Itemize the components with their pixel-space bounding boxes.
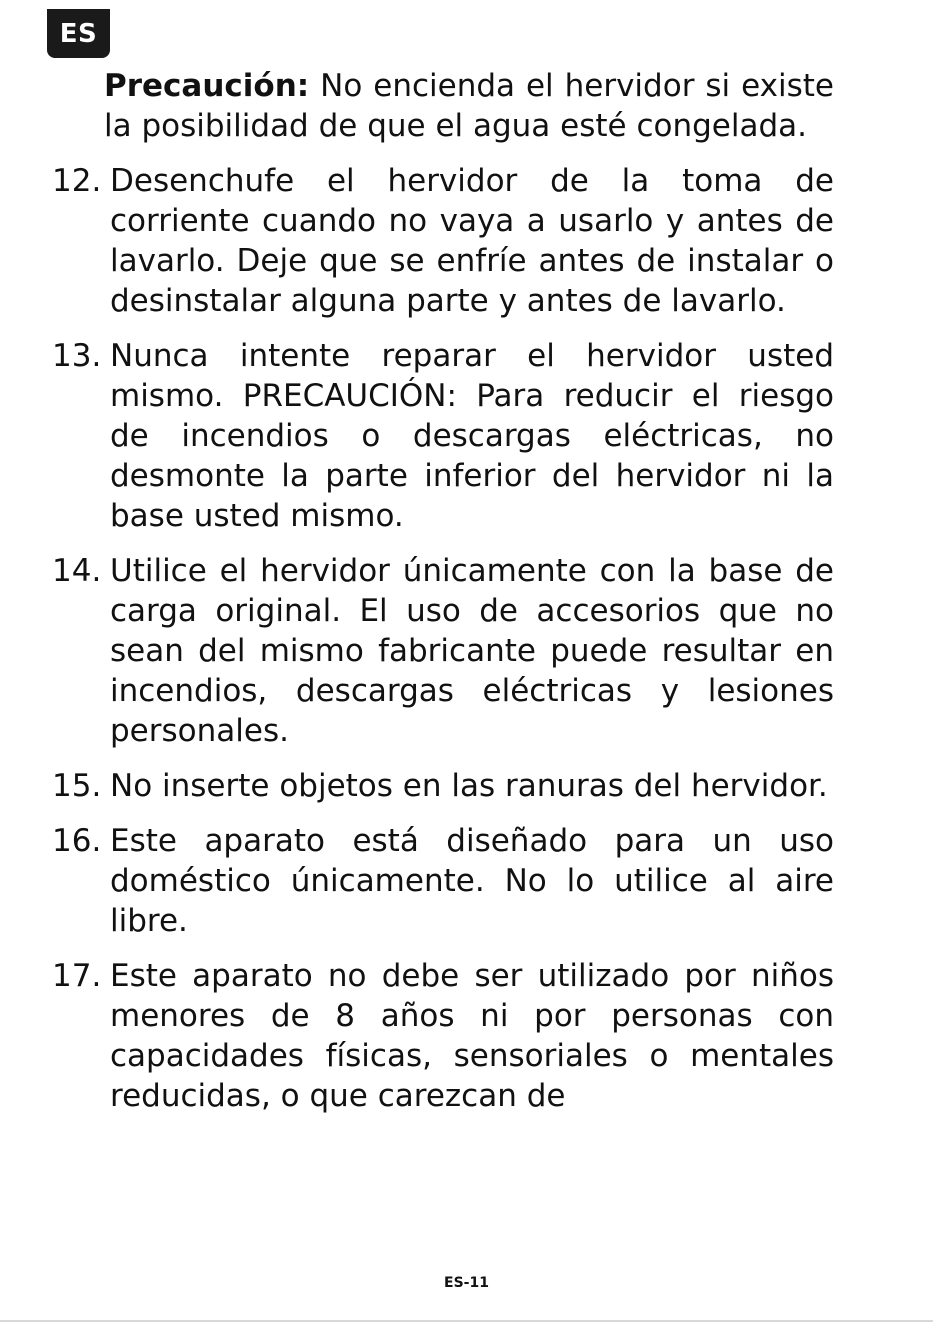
list-item-number: 14.: [52, 553, 102, 589]
list-item-number: 17.: [52, 958, 102, 994]
list-item-text: Este aparato está diseñado para un uso doméstico únicamente. No lo utilice al aire libre.: [110, 823, 834, 939]
list-item-text: Este aparato no debe ser utilizado por niños menores de 8 años ni por personas con capacidades físicas, sensoriales o mentales reducidas, o que carezcan de: [110, 958, 834, 1114]
list-item-number: 13.: [52, 338, 102, 374]
list-item-number: 16.: [52, 823, 102, 859]
language-badge: [47, 9, 110, 58]
list-item-text: Desenchufe el hervidor de la toma de corriente cuando no vaya a usarlo y antes de lavarlo. Deje que se enfríe antes de instalar o desinstalar alguna parte y antes de lavarlo.: [110, 163, 834, 319]
bottom-divider: [0, 1320, 933, 1322]
list-item: [52, 336, 834, 536]
language-badge-label: ES: [59, 18, 98, 49]
caution-label: Precaución:: [104, 68, 310, 104]
list-item-text: Nunca intente reparar el hervidor usted mismo. PRECAUCIÓN: Para reducir el riesgo de incendios o descargas eléctricas, no desmonte la parte inferior del hervidor ni la base usted mismo.: [110, 338, 834, 534]
list-item-text: Utilice el hervidor únicamente con la base de carga original. El uso de accesorios que no sean del mismo fabricante puede resultar en incendios, descargas eléctricas y lesiones personales.: [110, 553, 834, 749]
instructions-content: [52, 66, 834, 1131]
list-item-number: 12.: [52, 163, 102, 199]
caution-text: No encienda el hervidor si existe la posibilidad de que el agua esté congelada.: [104, 68, 834, 144]
page-number: ES-11: [444, 1275, 489, 1291]
list-item: [52, 821, 834, 941]
list-item-text: No inserte objetos en las ranuras del hervidor.: [110, 768, 828, 804]
list-item: [52, 551, 834, 751]
list-item: [52, 956, 834, 1116]
list-item-number: 15.: [52, 768, 102, 804]
caution-paragraph: [52, 66, 834, 146]
list-item: [52, 161, 834, 321]
list-item: [52, 766, 834, 806]
